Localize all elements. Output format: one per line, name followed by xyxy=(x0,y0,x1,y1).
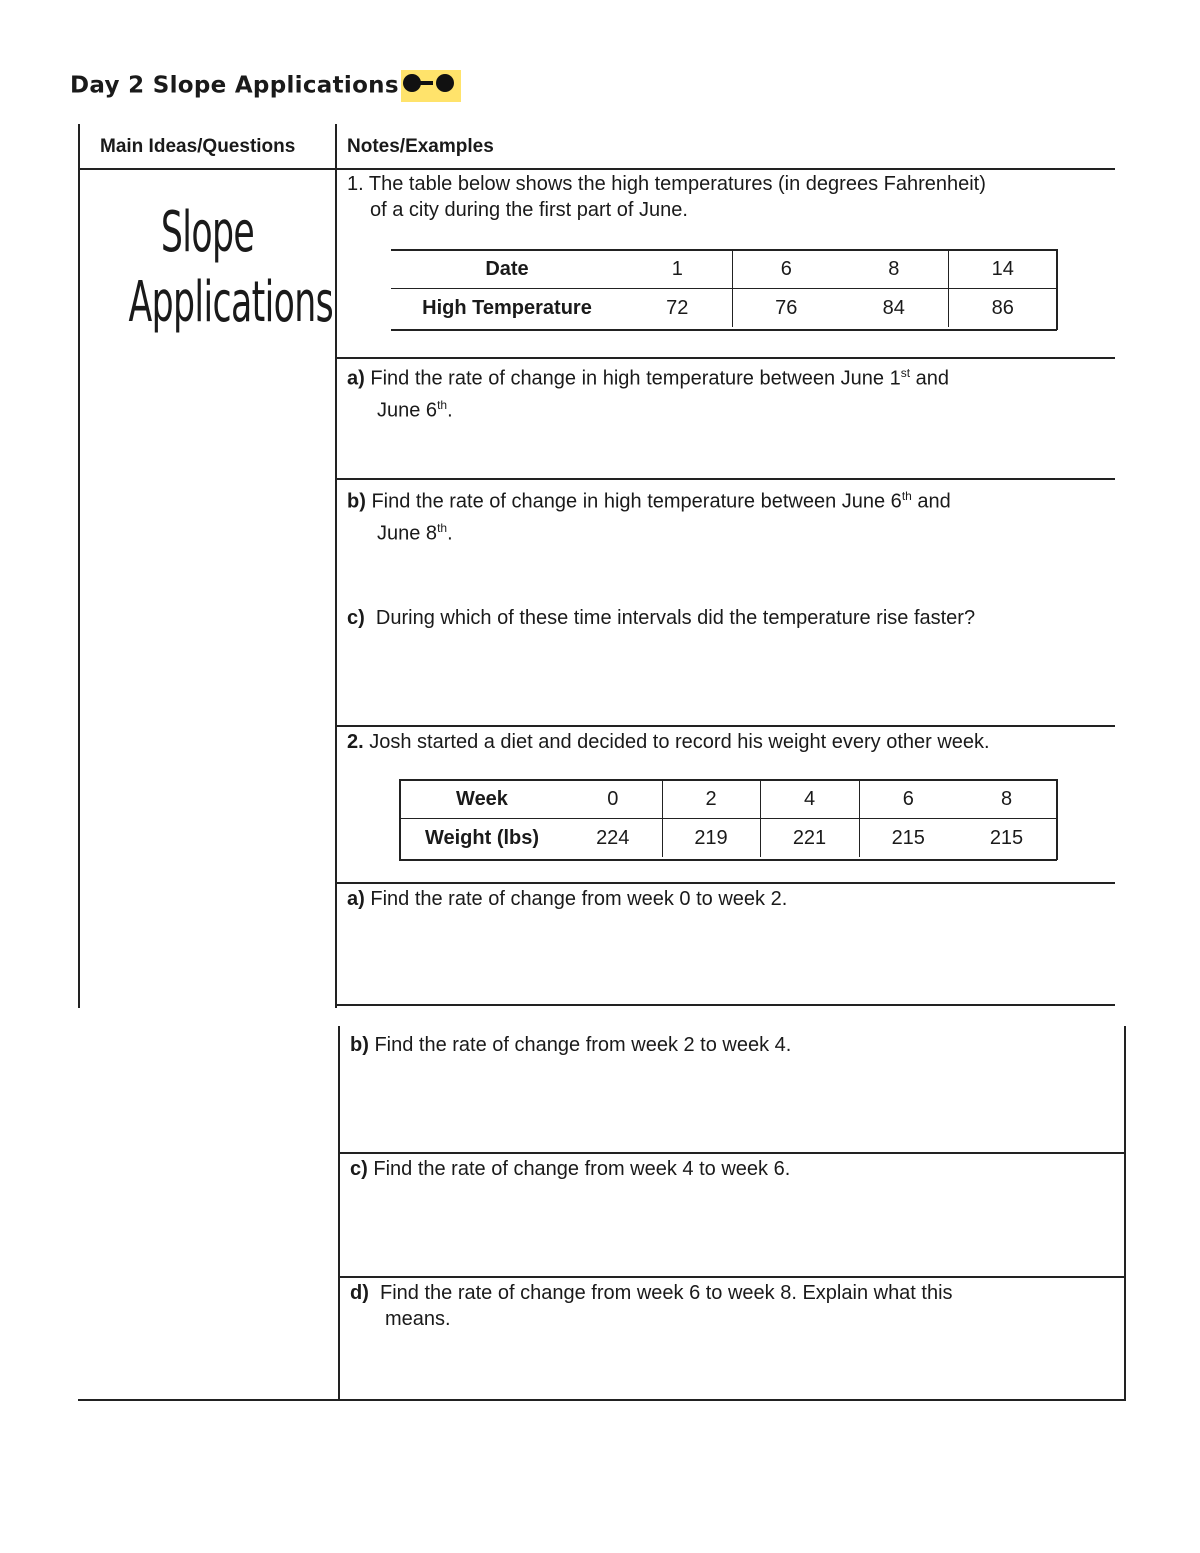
q1c-prompt xyxy=(347,605,975,631)
table-row xyxy=(400,819,1056,858)
table-row xyxy=(400,780,1056,819)
header-main-ideas: Main Ideas/Questions xyxy=(100,136,296,157)
table-cell: 14 xyxy=(948,250,1057,289)
highlight-dots-icon xyxy=(401,70,461,102)
section-rule xyxy=(336,725,1115,727)
q1a-sup: st xyxy=(900,366,911,380)
q2c-label: c) xyxy=(350,1158,368,1180)
table-cell: 224 xyxy=(596,826,630,849)
q1b-sup2: th xyxy=(437,520,448,535)
table-cell: 8 xyxy=(957,780,1056,819)
section-rule xyxy=(336,882,1115,884)
q1b-text-and: and xyxy=(911,490,951,513)
section-rule xyxy=(339,1276,1125,1278)
q1a-text-line2: June 6 xyxy=(377,399,438,422)
table-cell: 219 xyxy=(662,819,760,858)
section-rule xyxy=(336,1004,1115,1006)
q2a-label: a) xyxy=(347,888,365,910)
left-column-border xyxy=(78,124,80,1008)
q1-table xyxy=(391,250,1057,327)
table-cell: 6 xyxy=(859,780,957,819)
q2-text: Josh started a diet and decided to record his weight every other week. xyxy=(369,731,990,753)
q2c-prompt xyxy=(350,1156,790,1182)
header-rule xyxy=(78,168,1115,170)
q2d-text: Find the rate of change from week 6 to week 8. Explain what this xyxy=(380,1282,953,1304)
table-cell: 2 xyxy=(662,780,760,819)
q1b-prompt xyxy=(347,483,951,546)
q2-table xyxy=(400,780,1056,857)
q2c-text: Find the rate of change from week 4 to week 6. xyxy=(373,1158,791,1180)
section-rule xyxy=(336,357,1115,359)
q2-number: 2. xyxy=(347,731,364,753)
q1b-period: . xyxy=(447,522,453,545)
table-cell: 0 xyxy=(564,780,662,819)
continuation-right-border xyxy=(1124,1026,1126,1400)
header-notes: Notes/Examples xyxy=(347,136,494,157)
q1b-label: b) xyxy=(347,490,366,513)
table-cell: 86 xyxy=(948,289,1057,328)
table-cell: 1 xyxy=(623,250,732,289)
side-title-line1: Slope xyxy=(160,200,255,265)
table-row xyxy=(391,250,1057,289)
q1a-sup2: th xyxy=(437,397,448,412)
q2d-prompt xyxy=(350,1280,953,1332)
q1a-label: a) xyxy=(347,367,365,390)
q1-number: 1. xyxy=(347,173,364,195)
q2-table-bottom-rule xyxy=(399,859,1057,861)
table-cell: 215 xyxy=(989,826,1024,849)
q1-prompt xyxy=(347,171,986,223)
q1a-period: . xyxy=(447,399,453,422)
q1a-text: Find the rate of change in high temperature between June 1 xyxy=(370,367,901,390)
q2d-label: d) xyxy=(350,1282,369,1304)
table-cell: 221 xyxy=(760,819,859,858)
side-title xyxy=(128,198,334,338)
table-row xyxy=(391,289,1057,328)
table-cell: 8 xyxy=(840,250,948,289)
continuation-left-border xyxy=(338,1026,340,1400)
table-cell: 215 xyxy=(859,819,957,858)
table-cell: 6 xyxy=(732,250,840,289)
q2-prompt xyxy=(347,729,990,755)
table-row-label: High Temperature xyxy=(422,296,592,319)
page-title-text: Day 2 Slope Applications xyxy=(70,72,399,99)
q1-text-line1: The table below shows the high temperatures (in degrees Fahrenheit) xyxy=(368,173,986,195)
q2b-label: b) xyxy=(350,1034,369,1056)
section-rule xyxy=(336,478,1115,480)
side-title-line2: Applications xyxy=(128,270,334,335)
q2a-text: Find the rate of change from week 0 to week 2. xyxy=(370,888,788,910)
q1-table-bottom-rule xyxy=(391,329,1057,331)
table-cell: 76 xyxy=(732,289,840,328)
table-row-label: Weight (lbs) xyxy=(424,826,540,849)
section-rule xyxy=(339,1152,1125,1154)
table-row-label: Week xyxy=(400,780,564,819)
q1c-label: c) xyxy=(347,607,365,629)
q1b-text-line2: June 8 xyxy=(377,522,438,545)
q2b-prompt xyxy=(350,1032,791,1058)
q2a-prompt xyxy=(347,886,787,912)
q2d-text-line2: means. xyxy=(385,1308,451,1330)
q1b-text: Find the rate of change in high temperature between June 6 xyxy=(371,490,902,513)
q1c-text: During which of these time intervals did the temperature rise faster? xyxy=(375,607,976,629)
q2b-text: Find the rate of change from week 2 to week 4. xyxy=(374,1034,792,1056)
q1a-prompt xyxy=(347,360,949,423)
table-cell: 4 xyxy=(760,780,859,819)
bottom-rule xyxy=(78,1399,1126,1401)
q1-text-line2: of a city during the first part of June. xyxy=(370,199,688,221)
q2-table-right-border xyxy=(1056,779,1058,860)
table-row-label: Date xyxy=(391,250,623,289)
table-cell: 84 xyxy=(882,296,905,319)
q1a-text-and: and xyxy=(910,367,949,390)
page-title xyxy=(70,70,461,102)
table-cell: 72 xyxy=(666,296,689,319)
column-divider xyxy=(335,124,337,1008)
q1b-sup: th xyxy=(901,489,912,503)
